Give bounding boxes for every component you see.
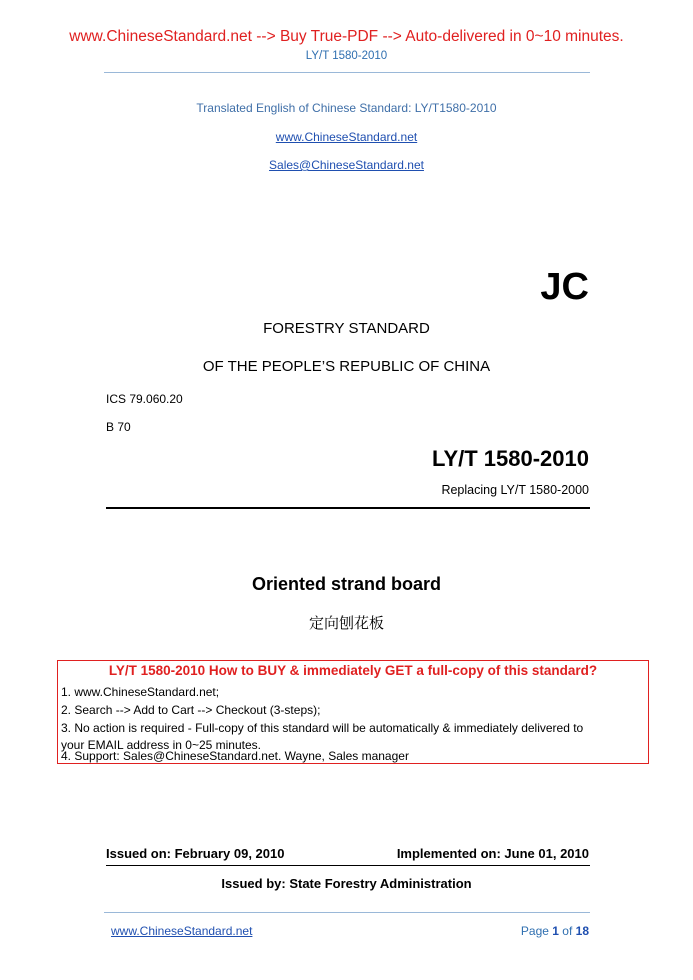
- issue-divider: [106, 865, 590, 866]
- document-title-chinese: 定向刨花板: [308, 615, 384, 632]
- page-total: 18: [575, 924, 589, 938]
- purchase-step-3: 3. No action is required - Full-copy of this standard will be automatically & immediately delivered to: [61, 721, 584, 735]
- standard-logo: JC: [540, 266, 589, 308]
- purchase-step-4: 4. Support: Sales@ChineseStandard.net. Wayne, Sales manager: [61, 749, 409, 763]
- document-title: Oriented strand board: [251, 574, 442, 594]
- page-current: 1: [552, 924, 559, 938]
- purchase-heading: LY/T 1580-2010 How to BUY & immediately GET a full-copy of this standard?: [108, 663, 598, 678]
- website-link[interactable]: www.ChineseStandard.net: [275, 130, 418, 144]
- footer-divider: [104, 912, 590, 913]
- ics-code: ICS 79.060.20: [106, 392, 183, 406]
- replacing-note: Replacing LY/T 1580-2000: [441, 483, 589, 497]
- sales-email-link[interactable]: Sales@ChineseStandard.net: [269, 158, 424, 172]
- issuing-authority: Issued by: State Forestry Administration: [221, 876, 472, 891]
- page-mid: of: [558, 924, 576, 938]
- site-link-row: [0, 128, 693, 146]
- purchase-step-1: 1. www.ChineseStandard.net;: [61, 685, 220, 699]
- footer-website-link[interactable]: www.ChineseStandard.net: [111, 924, 253, 938]
- page-prefix: Page: [520, 924, 553, 938]
- document-code: LY/T 1580-2010: [432, 446, 589, 471]
- purchase-step-3-continued: your EMAIL address in 0~25 minutes.: [61, 738, 261, 752]
- header-standard-code: LY/T 1580-2010: [305, 50, 388, 62]
- issued-date: Issued on: February 09, 2010: [106, 846, 285, 861]
- header-divider: [104, 72, 590, 73]
- ccs-code: B 70: [106, 420, 131, 434]
- title-divider: [106, 507, 590, 509]
- purchase-info-box: [57, 660, 649, 764]
- standard-country: OF THE PEOPLE’S REPUBLIC OF CHINA: [202, 358, 491, 375]
- standard-type: FORESTRY STANDARD: [263, 320, 430, 337]
- top-banner: www.ChineseStandard.net --> Buy True-PDF --> Auto-delivered in 0~10 minutes.: [69, 28, 624, 45]
- page-number: [521, 924, 589, 938]
- implemented-date: Implemented on: June 01, 2010: [396, 846, 589, 861]
- translated-note: Translated English of Chinese Standard: LY/T1580-2010: [196, 101, 497, 115]
- sales-link-row: [0, 156, 693, 174]
- purchase-step-2: 2. Search --> Add to Cart --> Checkout (3-steps);: [61, 703, 321, 717]
